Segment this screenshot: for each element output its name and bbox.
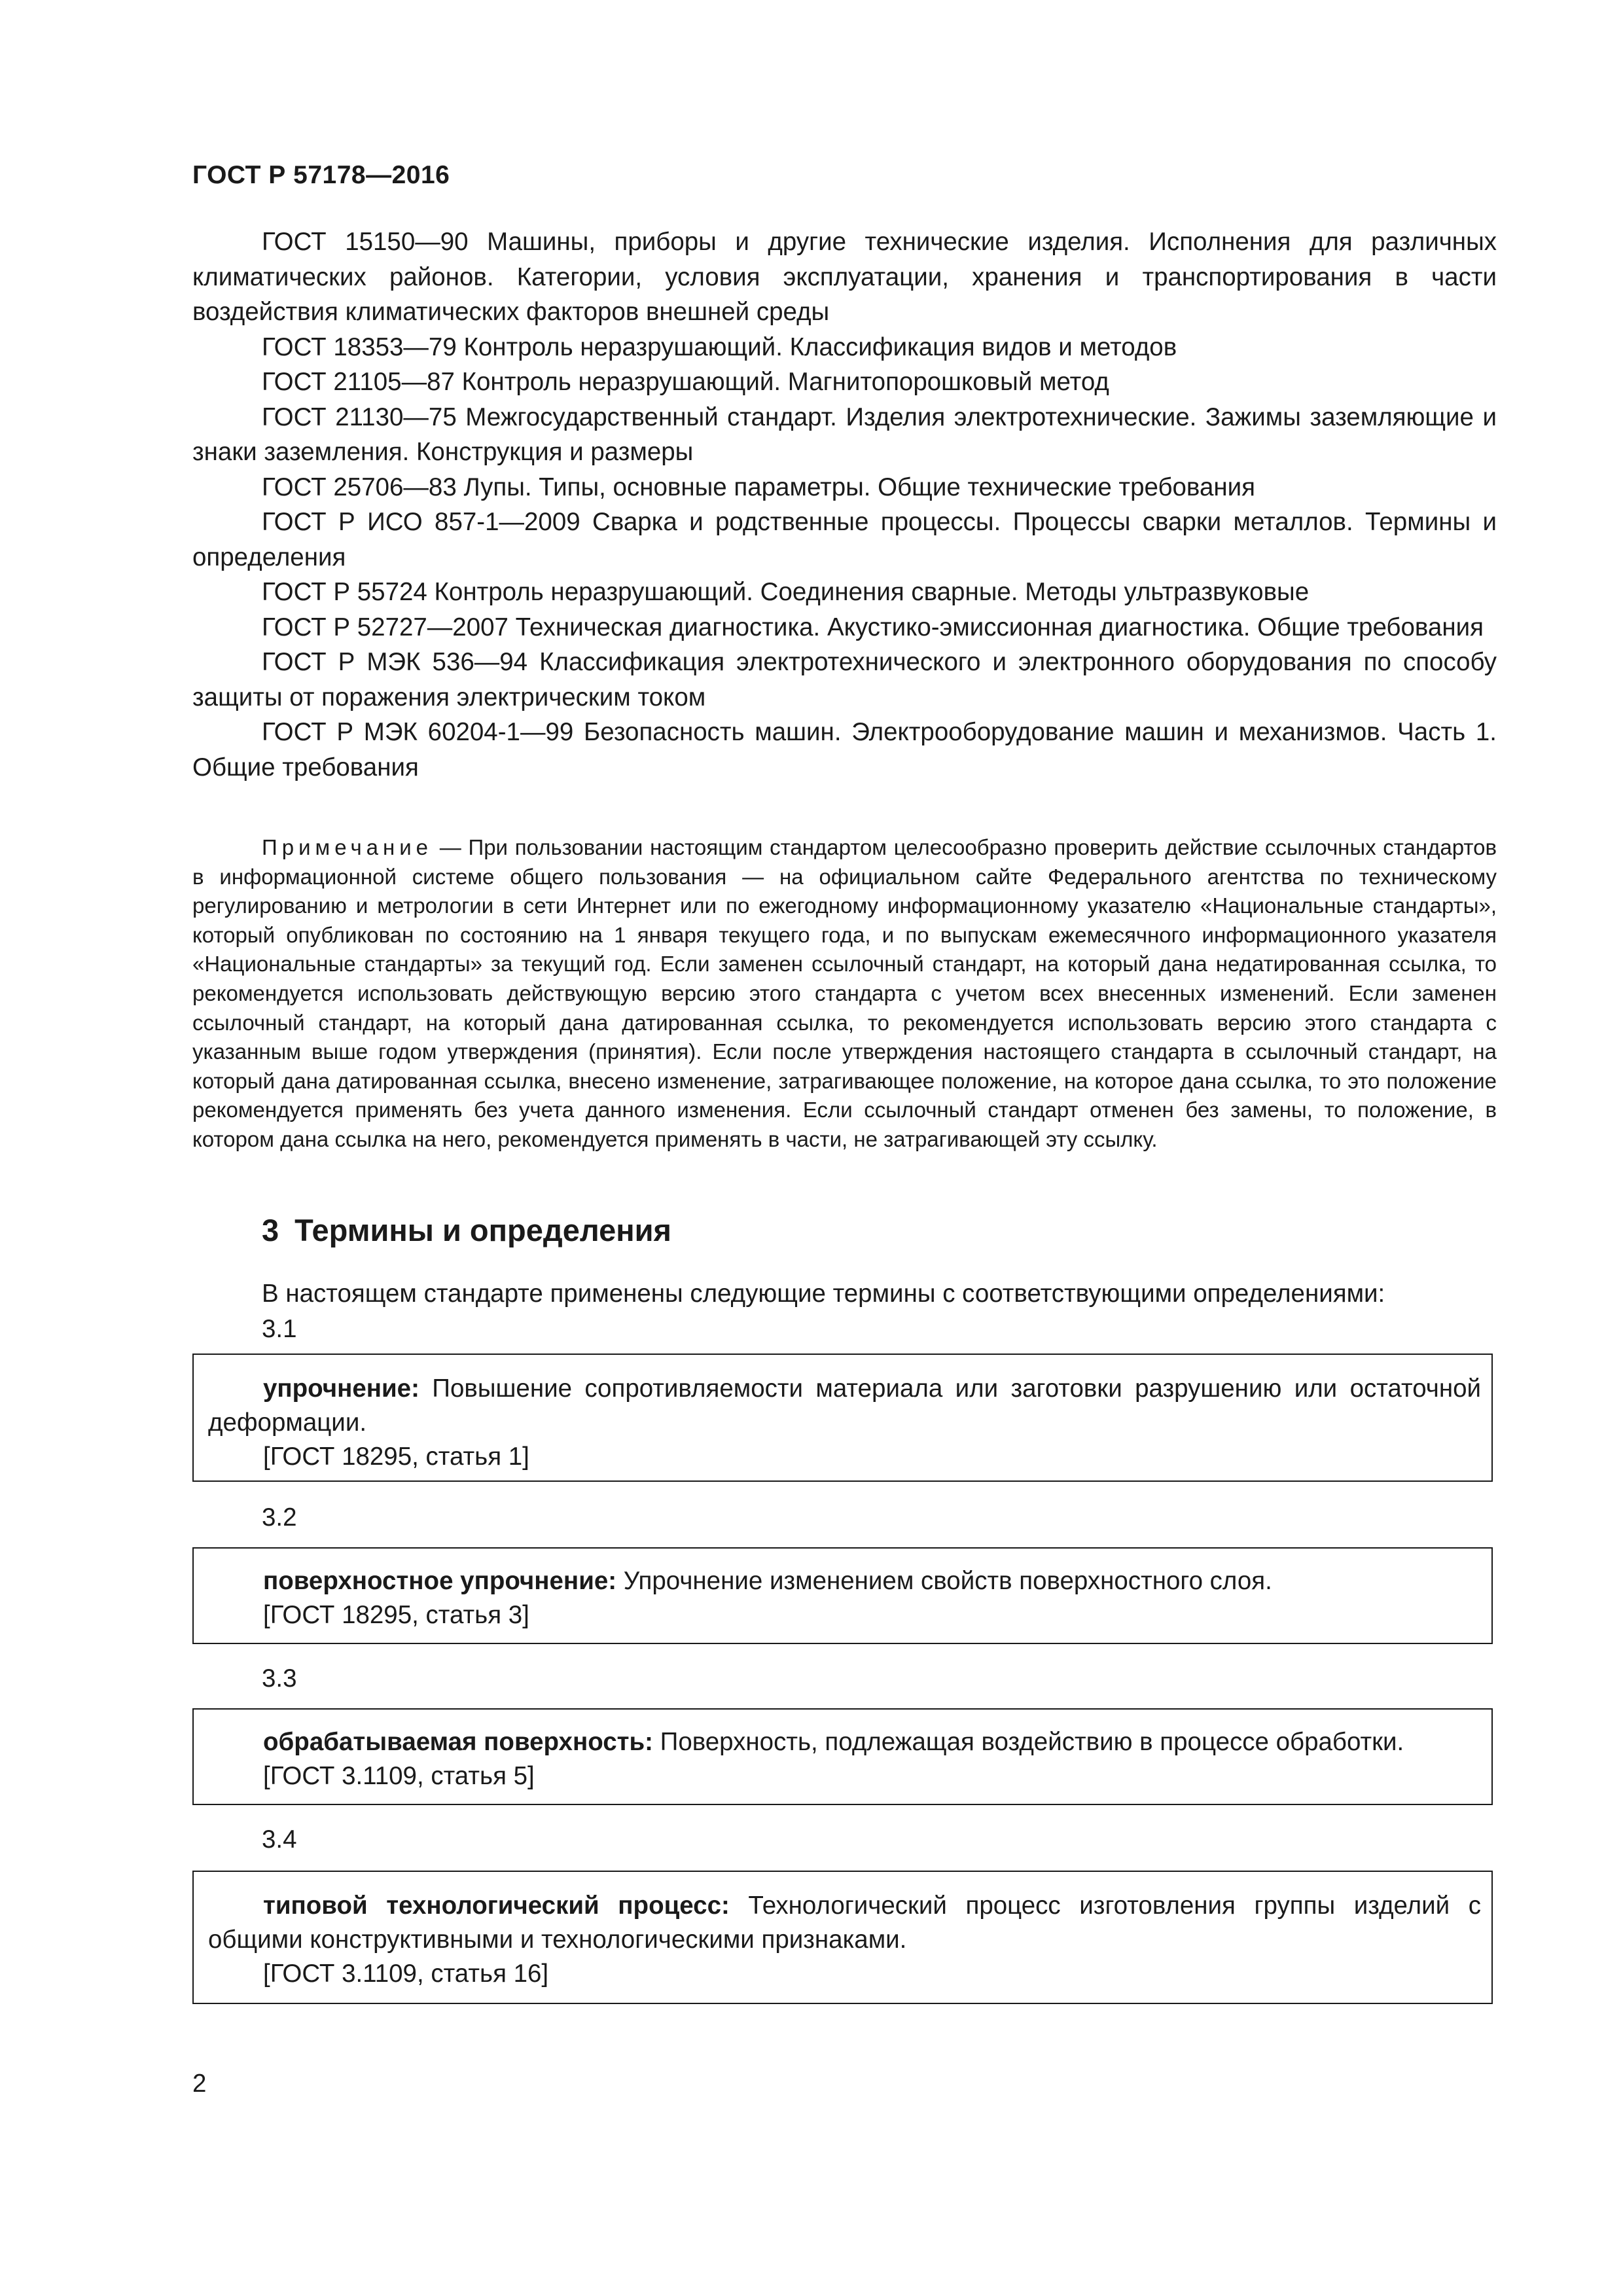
term-definition (208, 1564, 1481, 1598)
reference-item: ГОСТ Р МЭК 536—94 Классификация электротехнического и электронного оборудования по способу защиты от поражения электрическим током (192, 648, 1497, 711)
term-definition (208, 1372, 1481, 1440)
term-number: 3.4 (262, 1825, 297, 1854)
term-name: обрабатываемая поверхность: (263, 1728, 653, 1756)
term-source: [ГОСТ 3.1109, статья 5] (263, 1762, 535, 1790)
reference-item: ГОСТ Р 52727—2007 Техническая диагностика. Акустико-эмиссионная диагностика. Общие требования (262, 613, 1484, 641)
normative-references (192, 224, 1497, 785)
section-number: 3 (262, 1213, 279, 1247)
term-definition (208, 1725, 1481, 1759)
reference-item: ГОСТ 21130—75 Межгосударственный стандарт. Изделия электротехнические. Зажимы заземляющие и знаки заземления. Конструкция и размеры (192, 403, 1497, 466)
term-text: Упрочнение изменением свойств поверхностного слоя. (616, 1567, 1272, 1595)
note-label: Примечание (262, 835, 433, 859)
term-box (192, 1871, 1493, 2004)
section-heading (262, 1212, 671, 1248)
page-number: 2 (192, 2070, 207, 2098)
term-source: [ГОСТ 3.1109, статья 16] (263, 1960, 549, 1988)
term-box (192, 1547, 1493, 1644)
note-paragraph (192, 833, 1497, 1155)
section-title: Термины и определения (294, 1213, 671, 1247)
note-text: — При пользовании настоящим стандартом целесообразно проверить действие ссылочных стандартов в информационной системе общего пользования — на официальном сайте Федерального агентства по техническому регулированию и метрологии в сети Интернет или по ежегодному информационному указателю «Национальные стандарты», который опубликован по состоянию на 1 января текущего года, и по выпускам ежемесячного информационного указателя «Национальные стандарты» за текущий год. Если заменен ссылочный стандарт, на который дана недатированная ссылка, то рекомендуется использовать действующую версию этого стандарта с учетом всех внесенных изменений. Если заменен ссылочный стандарт, на который дана датированная ссылка, то рекомендуется использовать версию этого стандарта с указанным выше годом утверждения (принятия). Если после утверждения настоящего стандарта в ссылочный стандарт, на который дана датированная ссылка, внесено изменение, затрагивающее положение, на которое дана ссылка, то это положение рекомендуется применять без учета данного изменения. Если ссылочный стандарт отменен без замены, то положение, в котором дана ссылка на него, рекомендуется применять в части, не затрагивающей эту ссылку. (192, 835, 1497, 1151)
term-name: поверхностное упрочнение: (263, 1567, 617, 1595)
term-definition (208, 1889, 1481, 1957)
term-box (192, 1708, 1493, 1805)
term-text: Технологический процесс изготовления группы изделий с общими конструктивными и технологическими признаками. (208, 1892, 1482, 1954)
reference-item: ГОСТ 25706—83 Лупы. Типы, основные параметры. Общие технические требования (262, 473, 1255, 501)
term-text: Повышение сопротивляемости материала или заготовки разрушению или остаточной деформации. (208, 1374, 1481, 1437)
reference-item: ГОСТ 15150—90 Машины, приборы и другие технические изделия. Исполнения для различных климатических районов. Категории, условия эксплуатации, хранения и транспортирования в части воздействия климатических факторов внешней среды (192, 228, 1497, 326)
term-name: упрочнение: (263, 1374, 419, 1403)
section-intro: В настоящем стандарте применены следующие термины с соответствующими определениями: (262, 1280, 1385, 1308)
term-number: 3.3 (262, 1664, 297, 1693)
reference-item: ГОСТ Р 55724 Контроль неразрушающий. Соединения сварные. Методы ультразвуковые (262, 578, 1310, 606)
term-number: 3.2 (262, 1503, 297, 1532)
term-name: типовой технологический процесс: (263, 1892, 730, 1920)
reference-item: ГОСТ 18353—79 Контроль неразрушающий. Классификация видов и методов (262, 332, 1177, 361)
reference-item: ГОСТ Р ИСО 857-1—2009 Сварка и родственные процессы. Процессы сварки металлов. Термины и определения (192, 508, 1497, 571)
note-block (192, 833, 1497, 1155)
reference-item: ГОСТ 21105—87 Контроль неразрушающий. Магнитопорошковый метод (262, 368, 1109, 396)
term-source: [ГОСТ 18295, статья 1] (263, 1443, 529, 1471)
term-box (192, 1354, 1493, 1482)
term-number: 3.1 (262, 1315, 297, 1343)
term-text: Поверхность, подлежащая воздействию в процессе обработки. (652, 1728, 1404, 1756)
reference-item: ГОСТ Р МЭК 60204-1—99 Безопасность машин. Электрооборудование машин и механизмов. Часть 1. Общие требования (192, 718, 1497, 781)
term-source: [ГОСТ 18295, статья 3] (263, 1601, 529, 1629)
document-header: ГОСТ Р 57178—2016 (192, 161, 450, 189)
